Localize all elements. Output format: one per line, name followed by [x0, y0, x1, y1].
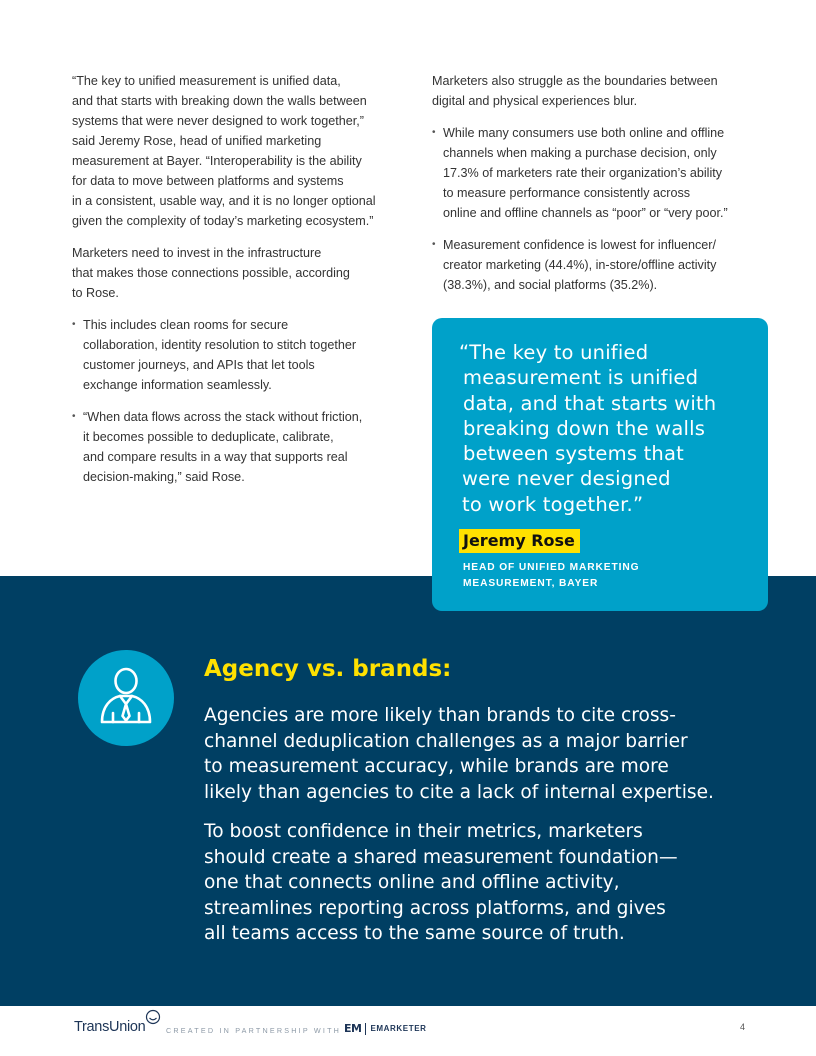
transunion-logo: TransUnion	[74, 1019, 146, 1035]
quote-line: to work together.”	[462, 492, 644, 516]
emarketer-logo	[344, 1022, 427, 1035]
emarketer-name: EMARKETER	[370, 1024, 427, 1033]
avatar	[78, 650, 174, 746]
left-column	[72, 71, 392, 499]
businessperson-icon	[78, 650, 174, 746]
quote-line: breaking down the walls	[463, 416, 706, 440]
pull-quote-card	[432, 318, 768, 611]
text-line: to measure performance consistently across	[443, 186, 691, 200]
page-number: 4	[740, 1022, 746, 1032]
text-line: channel deduplication challenges as a major barrier	[204, 730, 688, 752]
text-line: To boost confidence in their metrics, marketers	[204, 821, 643, 842]
text-line: decision-making,” said Rose.	[83, 470, 245, 484]
text-line: • While many consumers use both online and offline	[443, 126, 725, 140]
text-line: said Jeremy Rose, head of unified marketing	[72, 134, 322, 148]
speaker-name: Jeremy Rose	[459, 529, 580, 553]
text-line: • Measurement confidence is lowest for influencer/	[443, 238, 716, 252]
section-heading: Agency vs. brands:	[204, 656, 452, 682]
text-line: measurement at Bayer. “Interoperability is the ability	[72, 154, 362, 168]
text-line: HEAD OF UNIFIED MARKETING	[463, 562, 640, 573]
intro-paragraph	[432, 71, 762, 111]
text-line: 17.3% of marketers rate their organization’s ability	[443, 166, 723, 180]
text-line: and that starts with breaking down the walls between	[72, 94, 367, 108]
text-line: customer journeys, and APIs that let tools	[83, 358, 315, 372]
quote-line: “The key to unified	[459, 341, 649, 364]
quote-paragraph	[72, 71, 392, 231]
paragraph	[204, 703, 764, 805]
text-line: systems that were never designed to work together,”	[72, 114, 364, 128]
pull-quote	[459, 340, 759, 517]
text-line: to measurement accuracy, while brands are more	[204, 756, 669, 777]
bullet-list	[432, 123, 762, 295]
text-line: channels when making a purchase decision, only	[443, 146, 717, 160]
speaker-title	[463, 560, 639, 592]
intro-paragraph	[72, 243, 392, 303]
paragraph	[204, 819, 764, 947]
text-line: and compare results in a way that supports real	[83, 450, 348, 464]
text-line: for data to move between platforms and systems	[72, 174, 344, 188]
quote-line: data, and that starts with	[463, 391, 717, 415]
text-line: collaboration, identity resolution to stitch together	[83, 338, 357, 352]
list-item	[72, 407, 392, 487]
text-line: given the complexity of today’s marketing ecosystem.”	[72, 214, 374, 228]
list-item	[72, 315, 392, 395]
agency-body	[204, 703, 764, 961]
text-line: it becomes possible to deduplicate, calibrate,	[83, 430, 334, 444]
text-line: digital and physical experiences blur.	[432, 94, 638, 108]
text-line: (38.3%), and social platforms (35.2%).	[443, 278, 658, 292]
text-line: Marketers need to invest in the infrastructure	[72, 246, 322, 260]
list-item	[432, 235, 762, 295]
text-line: that makes those connections possible, according	[72, 266, 350, 280]
text-line: all teams access to the same source of truth.	[204, 923, 625, 944]
text-line: should create a shared measurement foundation—	[204, 846, 678, 868]
text-line: in a consistent, usable way, and it is no longer optional	[72, 194, 376, 208]
text-line: MEASUREMENT, BAYER	[463, 578, 599, 589]
transunion-smile-icon	[145, 1009, 161, 1025]
right-column	[432, 71, 762, 307]
list-item	[432, 123, 762, 223]
page-footer	[0, 1006, 816, 1056]
divider	[365, 1023, 366, 1035]
text-line: one that connects online and offline activity,	[204, 872, 620, 893]
text-line: • This includes clean rooms for secure	[83, 318, 289, 332]
text-line: streamlines reporting across platforms, and gives	[204, 897, 666, 919]
text-line: creator marketing (44.4%), in-store/offline activity	[443, 258, 717, 272]
bullet-list	[72, 315, 392, 487]
quote-line: between systems that	[463, 442, 684, 466]
text-line: “The key to unified measurement is unified data,	[72, 74, 341, 88]
quote-line: were never designed	[462, 467, 671, 491]
text-line: exchange information seamlessly.	[83, 378, 272, 392]
emarketer-mark: EM	[344, 1022, 362, 1035]
text-line: online and offline channels as “poor” or “very poor.”	[443, 206, 728, 220]
text-line: Marketers also struggle as the boundaries between	[432, 74, 718, 88]
text-line: Agencies are more likely than brands to cite cross-	[204, 705, 676, 726]
text-line: to Rose.	[72, 286, 119, 300]
quote-line: measurement is unified	[463, 366, 699, 390]
text-line: likely than agencies to cite a lack of internal expertise.	[204, 781, 714, 803]
partnership-label: CREATED IN PARTNERSHIP WITH	[166, 1026, 342, 1035]
text-line: • “When data flows across the stack without friction,	[83, 410, 363, 424]
